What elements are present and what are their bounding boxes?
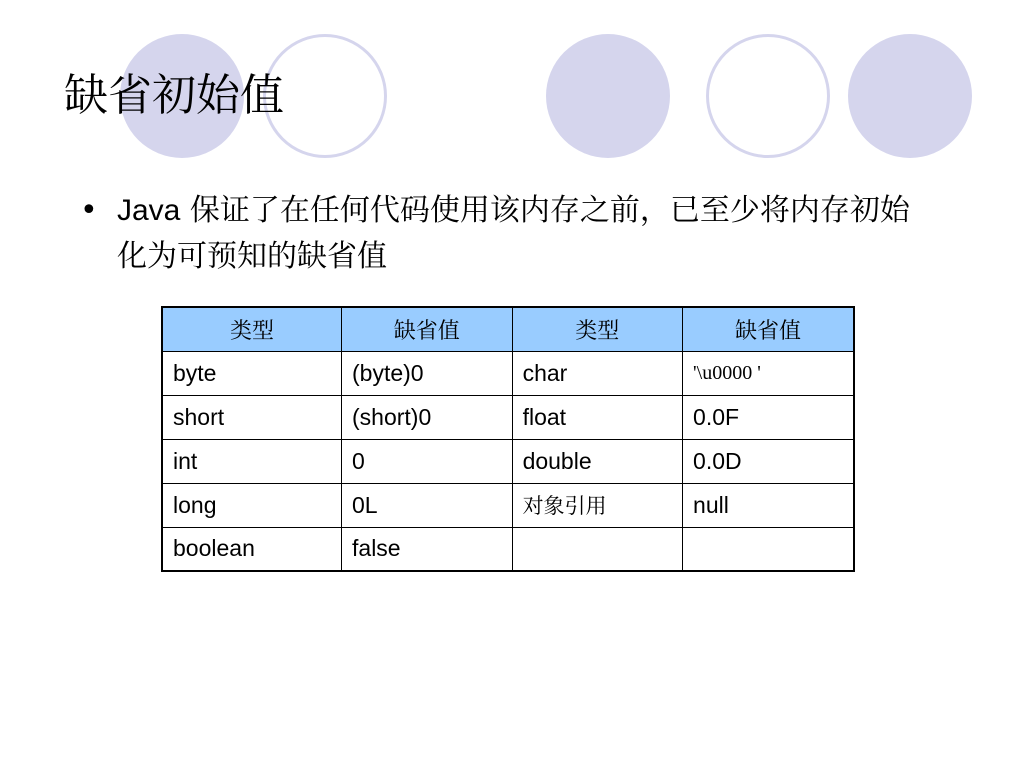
table-cell: byte bbox=[162, 351, 342, 395]
table-cell: short bbox=[162, 395, 342, 439]
table-cell: long bbox=[162, 483, 342, 527]
table-header-row bbox=[162, 307, 854, 351]
table-row bbox=[162, 483, 854, 527]
bullet-marker: • bbox=[80, 193, 98, 228]
bullet-lead: Java bbox=[117, 194, 181, 227]
header-type: 类型 bbox=[512, 307, 682, 351]
table-cell: boolean bbox=[162, 527, 342, 571]
decorative-circle-filled bbox=[848, 34, 972, 158]
bullet-body: 保证了在任何代码使用该内存之前，已至少将内存初始化为可预知的缺省值 bbox=[117, 193, 910, 274]
table-cell: false bbox=[342, 527, 513, 571]
table-cell: '\u0000 ' bbox=[683, 351, 854, 395]
table-cell: char bbox=[512, 351, 682, 395]
table-row bbox=[162, 527, 854, 571]
table-cell bbox=[512, 527, 682, 571]
bullet-point bbox=[80, 188, 910, 280]
slide-title: 缺省初始值 bbox=[64, 70, 284, 121]
table-cell: 0.0D bbox=[683, 439, 854, 483]
header-default: 缺省值 bbox=[683, 307, 854, 351]
decorative-circle-outline bbox=[706, 34, 830, 158]
decorative-circle-filled bbox=[546, 34, 670, 158]
table-cell: double bbox=[512, 439, 682, 483]
table-cell: int bbox=[162, 439, 342, 483]
table-cell: 0.0F bbox=[683, 395, 854, 439]
table-row bbox=[162, 395, 854, 439]
bullet-text bbox=[117, 188, 910, 280]
table-cell: 0L bbox=[342, 483, 513, 527]
table-cell: (short)0 bbox=[342, 395, 513, 439]
default-values-table bbox=[161, 306, 855, 572]
table-cell: (byte)0 bbox=[342, 351, 513, 395]
header-default: 缺省值 bbox=[342, 307, 513, 351]
table-cell: 0 bbox=[342, 439, 513, 483]
table-cell: null bbox=[683, 483, 854, 527]
table-cell bbox=[683, 527, 854, 571]
table-cell: float bbox=[512, 395, 682, 439]
table-row bbox=[162, 351, 854, 395]
header-type: 类型 bbox=[162, 307, 342, 351]
table-cell: 对象引用 bbox=[512, 483, 682, 527]
table-row bbox=[162, 439, 854, 483]
